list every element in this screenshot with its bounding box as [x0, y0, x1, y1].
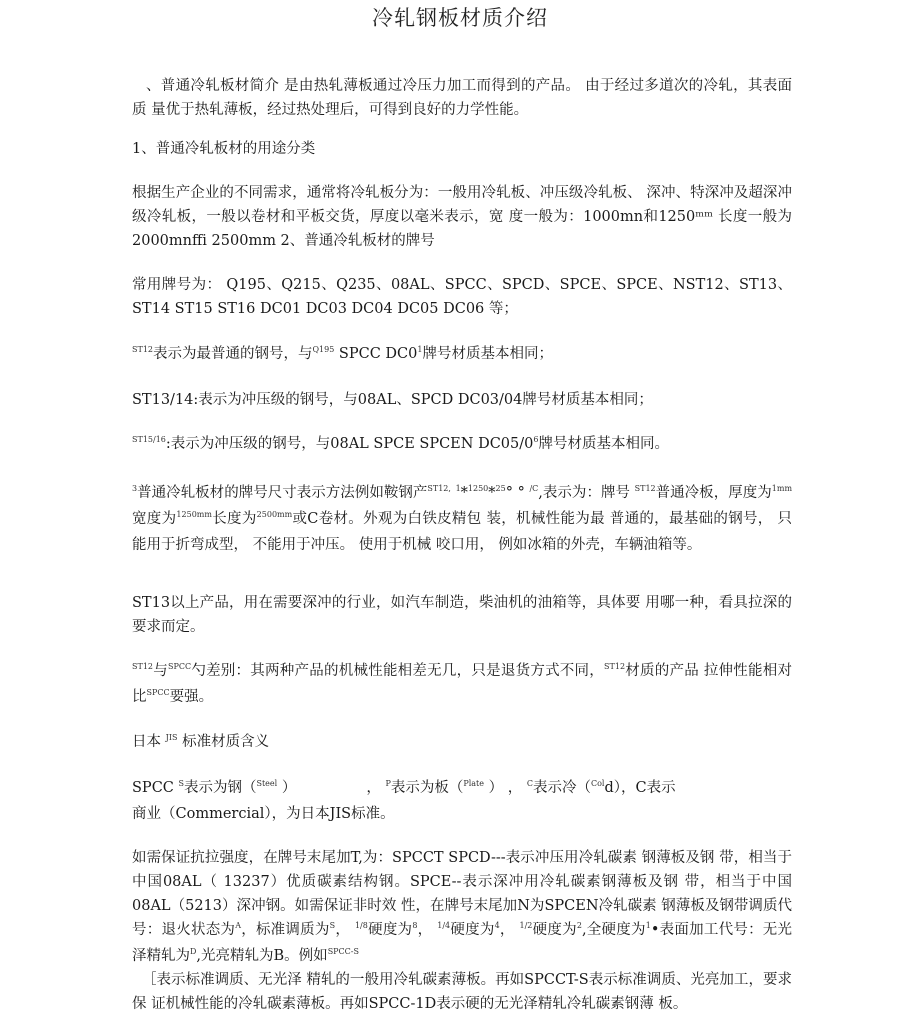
certification-paragraph: [132, 846, 792, 970]
text-run: 表示冷（: [532, 780, 591, 796]
final-paragraph: ［表示标准调质、无光泽 精轧的一般用冷轧碳素薄板。再如SPCCT-S表示标准调质、光亮加工，要求保 证机械性能的冷轧碳素薄板。再如SPCC-1D表示硬的无光泽精轧冷轧碳素钢薄 板。: [132, 972, 792, 1012]
grades-paragraph: 常用牌号为： Q195、Q215、Q235、08AL、SPCC、SPCD、SPCE、SPCE、NST12、ST13、ST14 ST15 ST16 DC01 DC03 DC04 DC05 DC06 等；: [132, 277, 792, 317]
st1516-paragraph: [132, 432, 792, 458]
st13-above-paragraph: ST13以上产品，用在需要深冲的行业，如汽车制造，柴油机的油箱等，具体要 用哪一种，看具拉深的要求而定。: [132, 595, 792, 635]
st12-paragraph: [132, 342, 792, 368]
superscript: JIS: [165, 733, 178, 742]
intro-paragraph: 、普通冷轧板材简介 是由热轧薄板通过冷压力加工而得到的产品。 由于经过多道次的冷轧，其表面质 量优于热轧薄板，经过热处理后，可得到良好的力学性能。: [132, 78, 792, 118]
text-run: 牌号材质基本相同；: [422, 346, 553, 362]
text-run: ，标准调质为: [240, 922, 330, 938]
text-run: ，: [366, 780, 386, 796]
superscript: 4: [494, 921, 500, 930]
section-heading-usage: 1、普通冷轧板材的用途分类: [132, 141, 316, 157]
superscript: 6: [533, 435, 539, 444]
st1314-paragraph: ST13/14:表示为冲压级的钢号，与08AL、SPCD DC03/04牌号材质基本相同；: [132, 392, 653, 408]
text-run: 或C卷材。外观为白铁皮精包 装，机械性能为最 普通的，最基础的钢号， 只能用于折弯成型， 不能用于冲压。 使用于机械 咬口用， 例如冰箱的外壳，车辆油箱等。: [132, 511, 793, 553]
text-run: ，: [499, 922, 520, 938]
text-run: 标准材质含义: [177, 734, 270, 750]
text-run: SPCC: [132, 780, 179, 796]
text-run: 宽度为: [132, 511, 177, 527]
page-title: 冷轧钢板材质介绍: [372, 6, 548, 30]
text-run: ,光亮精轧为B。例如: [196, 948, 328, 964]
superscript: 1/4: [437, 921, 451, 930]
superscript: 1/8: [354, 921, 368, 930]
text-run: 表示为板（: [390, 780, 464, 796]
superscript: 2: [576, 921, 582, 930]
superscript: 1: [455, 484, 461, 493]
superscript: P: [385, 779, 391, 788]
superscript: SPCC: [146, 688, 170, 697]
superscript: 3: [132, 484, 138, 493]
superscript: ST12,: [427, 484, 451, 493]
text-run: 勺差别：其两种产品的机械性能相差无几，只是退货方式不同，: [191, 663, 605, 679]
text-run: SPCC DC0: [334, 346, 418, 362]
text-run: d），C表示: [604, 780, 676, 796]
superscript: 2500mm: [256, 510, 293, 519]
superscript: ST12: [634, 484, 656, 493]
text-run: ° °: [505, 485, 530, 501]
superscript: S: [178, 779, 184, 788]
text-run: *: [488, 485, 496, 501]
superscript: C: [526, 779, 533, 788]
text-run: ） ，: [484, 780, 527, 796]
superscript: Steel: [256, 779, 278, 788]
superscript: A: [235, 921, 241, 930]
text-run: 硬度为: [532, 922, 577, 938]
superscript: ST12: [132, 345, 153, 354]
superscript: D: [190, 947, 197, 956]
text-run: •表面加工代号：无光泽精轧为: [132, 922, 793, 964]
superscript: 8: [412, 921, 418, 930]
text-run: 如需保证抗拉强度，在牌号末尾加T,为：SPCCT SPCD---表示冲压用冷轧碳素 钢薄板及钢 带，相当于中国08AL（ 13237）优质碳素结构钢。SPCE--表示深冲用冷轧碳素钢薄板及钢 带，相当于中国08AL（5213）深冲钢。如需保证非时效 性，在牌号末尾加N为SPCEN冷轧碳素 钢薄板及钢带调质代号：退火状态为: [132, 850, 792, 938]
superscript: ST15/16: [132, 435, 166, 444]
jis-heading: [132, 730, 792, 756]
text-run: 表示为钢（: [183, 780, 257, 796]
text-run: 日本: [132, 734, 166, 750]
difference-paragraph: [132, 659, 792, 711]
text-run: 硬度为: [367, 922, 413, 938]
text-run: :表示为冲压级的钢号，与08AL SPCE SPCEN DC05/0: [165, 436, 534, 452]
superscript: 1mm: [771, 484, 793, 493]
classification-paragraph: 根据生产企业的不同需求，通常将冷轧板分为：一般用冷轧板、冲压级冷轧板、 深冲、特深冲及超深冲级冷轧板，一般以卷材和平板交货，厚度以毫米表示，宽 度一般为：1000mn和1250ᵐᵐ 长度一般为 2000mnffi 2500mm 2、普通冷轧板材的牌号: [132, 185, 792, 249]
superscript: Col: [590, 779, 605, 788]
text-run: 材质的产品 拉伸性能相对比: [132, 663, 793, 705]
superscript: ST12: [604, 662, 626, 671]
superscript: /C: [529, 484, 539, 493]
superscript: SPCC-S: [327, 947, 359, 956]
superscript: 25: [495, 484, 506, 493]
text-run: 商业（Commercial），为日本JIS标准。: [132, 806, 395, 822]
text-run: 硬度为: [450, 922, 495, 938]
text-run: ,表示为：牌号: [538, 485, 635, 501]
size-notation-paragraph: [132, 481, 792, 557]
superscript: S: [329, 921, 336, 930]
text-run: ，: [417, 922, 438, 938]
text-run: 要强。: [169, 689, 214, 705]
text-run: 普通冷板，厚度为: [655, 485, 772, 501]
superscript: SPCC: [167, 662, 192, 671]
text-run: [451, 485, 456, 501]
text-run: ,全硬度为: [581, 922, 646, 938]
text-run: ）: [277, 780, 297, 796]
superscript: 1: [645, 921, 651, 930]
superscript: 1: [417, 345, 423, 354]
superscript: 1250: [467, 484, 489, 493]
text-run: 与: [153, 663, 168, 679]
superscript: Plate: [463, 779, 484, 788]
text-run: 牌号材质基本相同。: [538, 436, 669, 452]
text-run: 普通冷轧板材的牌号尺寸表示方法例如鞍钢产: [137, 485, 428, 501]
spcc-meaning-paragraph: [132, 776, 792, 826]
text-run: ，: [335, 922, 355, 938]
superscript: ST12: [132, 662, 153, 671]
superscript: Q195: [312, 345, 335, 354]
superscript: 1250mm: [176, 510, 212, 519]
text-run: *: [460, 485, 468, 501]
text-run: 表示为最普通的钢号，与: [153, 346, 313, 362]
text-run: 长度为: [211, 511, 257, 527]
superscript: 1/2: [519, 921, 533, 930]
